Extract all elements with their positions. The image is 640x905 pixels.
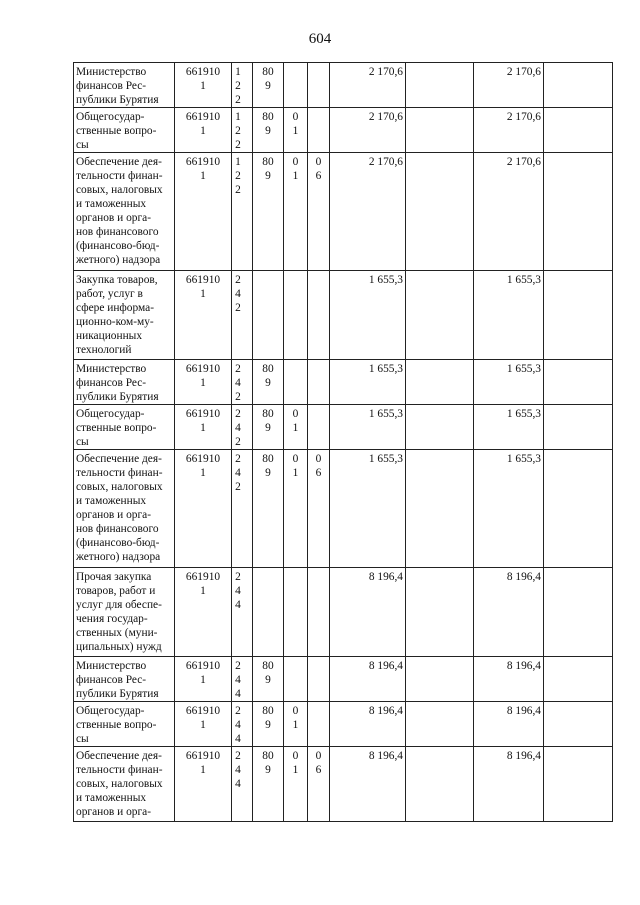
ved-cell — [253, 568, 284, 657]
rz-cell — [284, 108, 308, 153]
vid-code: 2 — [235, 408, 241, 420]
pr-code: 0 — [315, 750, 322, 762]
table-row — [74, 702, 613, 747]
ved-code: 80 — [262, 156, 274, 168]
ved-cell — [253, 747, 284, 822]
amount-cell: 2 170,6 — [474, 108, 544, 153]
amount-cell — [406, 108, 474, 153]
row-name-cell: Общегосудар- ственные вопро- сы — [74, 702, 175, 747]
pr-code: 6 — [315, 467, 322, 479]
amount-cell — [406, 63, 474, 108]
rz-cell — [284, 568, 308, 657]
vid-code: 2 — [235, 481, 241, 493]
ved-code: 9 — [265, 125, 271, 137]
pr-cell — [308, 657, 330, 702]
amount-cell: 2 170,6 — [474, 153, 544, 271]
vid-code: 2 — [235, 363, 241, 375]
amount-cell — [406, 747, 474, 822]
pr-code: 0 — [315, 453, 322, 465]
csr-cell — [175, 108, 232, 153]
ved-code: 80 — [262, 111, 274, 123]
rz-cell — [284, 450, 308, 568]
ved-cell — [253, 657, 284, 702]
pr-code: 0 — [315, 156, 322, 168]
table-row — [74, 657, 613, 702]
ved-code: 9 — [265, 377, 271, 389]
csr-code: 661910 — [185, 66, 221, 78]
ved-cell — [253, 360, 284, 405]
table-row — [74, 63, 613, 108]
amount-cell: 2 170,6 — [330, 108, 406, 153]
vid-code: 2 — [235, 184, 241, 196]
rz-code: 1 — [292, 422, 299, 434]
rz-cell — [284, 747, 308, 822]
vid-code: 4 — [235, 288, 241, 300]
csr-code: 1 — [200, 467, 206, 479]
vid-code: 4 — [235, 599, 241, 611]
pr-cell — [308, 450, 330, 568]
vid-code: 4 — [235, 719, 241, 731]
amount-cell — [406, 360, 474, 405]
rz-code: 1 — [292, 719, 299, 731]
vid-code: 2 — [235, 274, 241, 286]
csr-cell — [175, 271, 232, 360]
csr-cell — [175, 405, 232, 450]
rz-cell — [284, 405, 308, 450]
pr-cell — [308, 153, 330, 271]
pr-cell — [308, 108, 330, 153]
csr-cell — [175, 702, 232, 747]
rz-cell — [284, 360, 308, 405]
ved-code: 80 — [262, 453, 274, 465]
table-row — [74, 568, 613, 657]
row-name-cell: Обеспечение дея- тельности финан- совых, налоговых и таможенных органов и орга- — [74, 747, 175, 822]
ved-code: 9 — [265, 674, 271, 686]
amount-cell — [544, 153, 613, 271]
row-name-cell: Общегосудар- ственные вопро- сы — [74, 108, 175, 153]
table-row — [74, 271, 613, 360]
ved-cell — [253, 108, 284, 153]
csr-cell — [175, 568, 232, 657]
csr-code: 661910 — [185, 363, 221, 375]
amount-cell: 2 170,6 — [330, 153, 406, 271]
row-name-cell: Обеспечение дея- тельности финан- совых, налоговых и таможенных органов и орга- нов финансового (финансово-бюд- жетного) надзора — [74, 153, 175, 271]
vid-code: 2 — [235, 750, 241, 762]
vid-code: 4 — [235, 733, 241, 745]
csr-code: 661910 — [185, 408, 221, 420]
pr-cell — [308, 360, 330, 405]
csr-code: 661910 — [185, 274, 221, 286]
amount-cell: 2 170,6 — [330, 63, 406, 108]
row-name-cell: Обеспечение дея- тельности финан- совых, налоговых и таможенных органов и орга- нов финансового (финансово-бюд- жетного) надзора — [74, 450, 175, 568]
amount-cell: 8 196,4 — [474, 747, 544, 822]
amount-cell — [544, 657, 613, 702]
table-row — [74, 153, 613, 271]
amount-cell — [406, 153, 474, 271]
vid-code: 4 — [235, 778, 241, 790]
vid-code: 2 — [235, 453, 241, 465]
amount-cell — [544, 450, 613, 568]
rz-cell — [284, 271, 308, 360]
csr-cell — [175, 450, 232, 568]
rz-code: 0 — [292, 156, 299, 168]
ved-code: 80 — [262, 660, 274, 672]
ved-code: 80 — [262, 750, 274, 762]
vid-code: 2 — [235, 94, 241, 106]
csr-code: 661910 — [185, 660, 221, 672]
rz-code: 1 — [292, 125, 299, 137]
csr-code: 661910 — [185, 156, 221, 168]
csr-cell — [175, 153, 232, 271]
ved-code: 9 — [265, 467, 271, 479]
ved-code: 9 — [265, 764, 271, 776]
csr-cell — [175, 747, 232, 822]
csr-cell — [175, 63, 232, 108]
vid-code: 4 — [235, 688, 241, 700]
vid-code: 2 — [235, 170, 241, 182]
ved-cell — [253, 405, 284, 450]
vid-code: 4 — [235, 585, 241, 597]
row-name-cell: Общегосудар- ственные вопро- сы — [74, 405, 175, 450]
vid-code: 4 — [235, 764, 241, 776]
vid-code: 2 — [235, 80, 241, 92]
vid-code: 2 — [235, 391, 241, 403]
amount-cell — [406, 450, 474, 568]
rz-code: 0 — [292, 111, 299, 123]
amount-cell: 1 655,3 — [330, 360, 406, 405]
amount-cell — [406, 657, 474, 702]
amount-cell: 1 655,3 — [474, 405, 544, 450]
amount-cell: 2 170,6 — [474, 63, 544, 108]
ved-code: 80 — [262, 705, 274, 717]
vid-cell — [232, 405, 253, 450]
vid-code: 2 — [235, 125, 241, 137]
csr-code: 1 — [200, 377, 206, 389]
vid-cell — [232, 360, 253, 405]
csr-code: 661910 — [185, 750, 221, 762]
ved-code: 9 — [265, 422, 271, 434]
vid-code: 2 — [235, 705, 241, 717]
vid-code: 2 — [235, 139, 241, 151]
csr-code: 661910 — [185, 571, 221, 583]
table-row — [74, 360, 613, 405]
amount-cell — [544, 271, 613, 360]
csr-code: 1 — [200, 764, 206, 776]
amount-cell: 8 196,4 — [330, 568, 406, 657]
rz-code: 0 — [292, 453, 299, 465]
pr-cell — [308, 568, 330, 657]
vid-cell — [232, 271, 253, 360]
vid-code: 1 — [235, 111, 241, 123]
vid-code: 4 — [235, 377, 241, 389]
vid-code: 1 — [235, 156, 241, 168]
ved-cell — [253, 702, 284, 747]
amount-cell — [544, 702, 613, 747]
amount-cell — [406, 405, 474, 450]
csr-code: 661910 — [185, 705, 221, 717]
table-row — [74, 405, 613, 450]
pr-code: 6 — [315, 764, 322, 776]
row-name-cell: Министерство финансов Рес- публики Бурятия — [74, 63, 175, 108]
ved-code: 80 — [262, 66, 274, 78]
vid-code: 4 — [235, 467, 241, 479]
table-row — [74, 450, 613, 568]
vid-cell — [232, 702, 253, 747]
ved-cell — [253, 153, 284, 271]
amount-cell — [544, 568, 613, 657]
vid-code: 2 — [235, 436, 241, 448]
vid-cell — [232, 153, 253, 271]
rz-code: 0 — [292, 408, 299, 420]
budget-table — [73, 62, 613, 822]
ved-code: 9 — [265, 719, 271, 731]
page-number: 604 — [308, 31, 332, 47]
ved-code: 80 — [262, 408, 274, 420]
rz-code: 0 — [292, 705, 299, 717]
amount-cell: 1 655,3 — [474, 271, 544, 360]
pr-cell — [308, 271, 330, 360]
rz-code: 1 — [292, 764, 299, 776]
csr-code: 661910 — [185, 111, 221, 123]
vid-code: 4 — [235, 422, 241, 434]
rz-cell — [284, 63, 308, 108]
vid-code: 1 — [235, 66, 241, 78]
vid-code: 2 — [235, 571, 241, 583]
table-row — [74, 747, 613, 822]
csr-code: 1 — [200, 125, 206, 137]
amount-cell — [406, 702, 474, 747]
ved-code: 9 — [265, 170, 271, 182]
amount-cell — [544, 747, 613, 822]
pr-code: 6 — [315, 170, 322, 182]
pr-cell — [308, 63, 330, 108]
vid-cell — [232, 568, 253, 657]
csr-code: 1 — [200, 719, 206, 731]
csr-code: 1 — [200, 170, 206, 182]
rz-cell — [284, 702, 308, 747]
vid-cell — [232, 657, 253, 702]
vid-cell — [232, 63, 253, 108]
amount-cell — [544, 360, 613, 405]
row-name-cell: Министерство финансов Рес- публики Бурятия — [74, 657, 175, 702]
amount-cell: 1 655,3 — [330, 450, 406, 568]
rz-cell — [284, 153, 308, 271]
amount-cell: 1 655,3 — [330, 405, 406, 450]
rz-cell — [284, 657, 308, 702]
vid-cell — [232, 747, 253, 822]
rz-code: 1 — [292, 170, 299, 182]
ved-cell — [253, 63, 284, 108]
rz-code: 0 — [292, 750, 299, 762]
amount-cell: 8 196,4 — [330, 657, 406, 702]
amount-cell — [544, 405, 613, 450]
vid-cell — [232, 108, 253, 153]
vid-code: 4 — [235, 674, 241, 686]
csr-code: 1 — [200, 674, 206, 686]
amount-cell: 1 655,3 — [474, 450, 544, 568]
pr-cell — [308, 702, 330, 747]
csr-cell — [175, 360, 232, 405]
csr-code: 1 — [200, 288, 206, 300]
amount-cell: 1 655,3 — [330, 271, 406, 360]
row-name-cell: Закупка товаров, работ, услуг в сфере информа- ционно-ком-му- никационных технологий — [74, 271, 175, 360]
csr-code: 1 — [200, 80, 206, 92]
csr-cell — [175, 657, 232, 702]
amount-cell: 8 196,4 — [330, 702, 406, 747]
amount-cell: 8 196,4 — [474, 657, 544, 702]
pr-cell — [308, 405, 330, 450]
vid-code: 2 — [235, 660, 241, 672]
row-name-cell: Министерство финансов Рес- публики Бурятия — [74, 360, 175, 405]
row-name-cell: Прочая закупка товаров, работ и услуг для обеспе- чения государ- ственных (муни- ципальных) нужд — [74, 568, 175, 657]
rz-code: 1 — [292, 467, 299, 479]
amount-cell: 8 196,4 — [474, 702, 544, 747]
csr-code: 1 — [200, 585, 206, 597]
vid-code: 2 — [235, 302, 241, 314]
amount-cell — [544, 63, 613, 108]
amount-cell — [406, 568, 474, 657]
table-row — [74, 108, 613, 153]
amount-cell — [544, 108, 613, 153]
vid-cell — [232, 450, 253, 568]
csr-code: 1 — [200, 422, 206, 434]
ved-code: 9 — [265, 80, 271, 92]
amount-cell: 8 196,4 — [330, 747, 406, 822]
ved-cell — [253, 271, 284, 360]
csr-code: 661910 — [185, 453, 221, 465]
amount-cell — [406, 271, 474, 360]
pr-cell — [308, 747, 330, 822]
ved-code: 80 — [262, 363, 274, 375]
ved-cell — [253, 450, 284, 568]
amount-cell: 8 196,4 — [474, 568, 544, 657]
amount-cell: 1 655,3 — [474, 360, 544, 405]
